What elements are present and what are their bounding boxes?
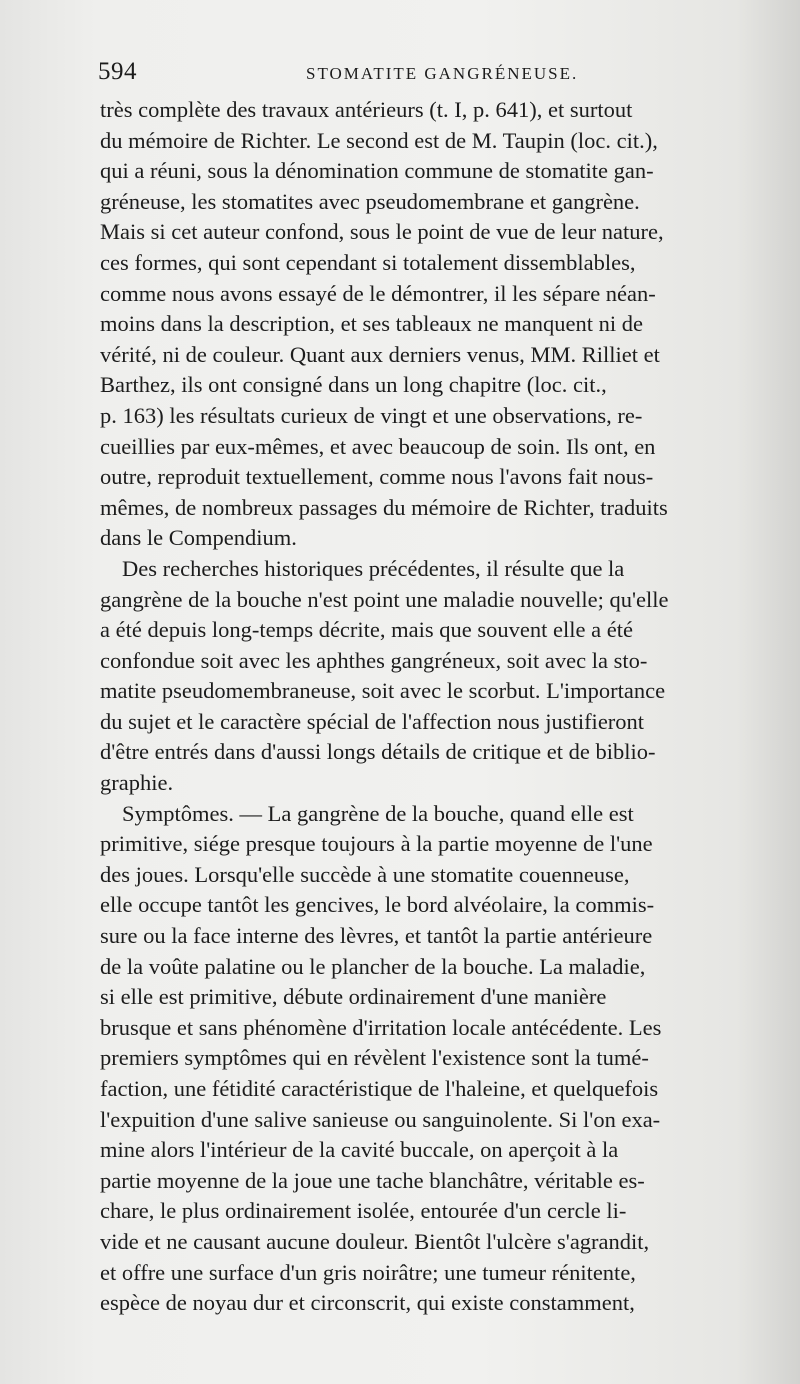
text-line: du sujet et le caractère spécial de l'affection nous justifieront xyxy=(100,708,645,734)
text-line: d'être entrés dans d'aussi longs détails de critique et de biblio- xyxy=(100,739,656,765)
page-header xyxy=(98,58,778,90)
text-line: premiers symptômes qui en révèlent l'existence sont la tumé- xyxy=(100,1045,649,1071)
text-line: matite pseudomembraneuse, soit avec le scorbut. L'importance xyxy=(100,678,666,704)
paragraph-1 xyxy=(100,95,765,554)
text-line: outre, reproduit textuellement, comme nous l'avons fait nous- xyxy=(100,464,654,490)
text-line: et offre une surface d'un gris noirâtre; une tumeur rénitente, xyxy=(100,1259,636,1285)
text-line: dans le Compendium. xyxy=(100,525,297,551)
text-line: du mémoire de Richter. Le second est de M. Taupin (loc. cit.), xyxy=(100,127,658,153)
text-line: Des recherches historiques précédentes, il résulte que la xyxy=(122,555,625,581)
text-line: graphie. xyxy=(100,770,174,796)
text-line: p. 163) les résultats curieux de vingt et une observations, re- xyxy=(100,402,643,428)
text-line: primitive, siége presque toujours à la partie moyenne de l'une xyxy=(100,831,653,857)
text-line: des joues. Lorsqu'elle succède à une stomatite couenneuse, xyxy=(100,861,630,887)
text-line: vérité, ni de couleur. Quant aux derniers venus, MM. Rilliet et xyxy=(100,341,660,367)
text-line: qui a réuni, sous la dénomination commune de stomatite gan- xyxy=(100,158,654,184)
text-line: gangrène de la bouche n'est point une maladie nouvelle; qu'elle xyxy=(100,586,669,612)
text-line: mêmes, de nombreux passages du mémoire de Richter, traduits xyxy=(100,494,668,520)
page-number: 594 xyxy=(98,58,137,85)
text-line: Mais si cet auteur confond, sous le point de vue de leur nature, xyxy=(100,219,664,245)
text-line: mine alors l'intérieur de la cavité buccale, on aperçoit à la xyxy=(100,1137,619,1163)
text-line: espèce de noyau dur et circonscrit, qui existe constamment, xyxy=(100,1290,635,1316)
text-line: Symptômes. — La gangrène de la bouche, quand elle est xyxy=(122,800,634,826)
text-line: brusque et sans phénomène d'irritation locale antécédente. Les xyxy=(100,1014,662,1040)
text-line: confondue soit avec les aphthes gangréneux, soit avec la sto- xyxy=(100,647,648,673)
text-line: très complète des travaux antérieurs (t. I, p. 641), et surtout xyxy=(100,97,633,122)
text-line: gréneuse, les stomatites avec pseudomembrane et gangrène. xyxy=(100,188,640,214)
running-title: STOMATITE GANGRÉNEUSE. xyxy=(306,64,579,83)
text-line: comme nous avons essayé de le démontrer, il les sépare néan- xyxy=(100,280,656,306)
text-line: l'expuition d'une salive sanieuse ou sanguinolente. Si l'on exa- xyxy=(100,1106,661,1132)
text-line: de la voûte palatine ou le plancher de la bouche. La maladie, xyxy=(100,953,646,979)
text-line: faction, une fétidité caractéristique de l'haleine, et quelquefois xyxy=(100,1076,659,1101)
text-line: cueillies par eux-mêmes, et avec beaucoup de soin. Ils ont, en xyxy=(100,433,656,459)
text-line: partie moyenne de la joue une tache blanchâtre, véritable es- xyxy=(100,1167,645,1193)
text-line: a été depuis long-temps décrite, mais que souvent elle a été xyxy=(100,617,633,643)
paragraph-2 xyxy=(100,554,765,799)
text-line: Barthez, ils ont consigné dans un long chapitre (loc. cit., xyxy=(100,372,607,398)
text-line: sure ou la face interne des lèvres, et tantôt la partie antérieure xyxy=(100,923,653,949)
body-text xyxy=(100,95,765,1319)
text-line: moins dans la description, et ses tableaux ne manquent ni de xyxy=(100,311,643,337)
text-line: vide et ne causant aucune douleur. Bientôt l'ulcère s'agrandit, xyxy=(100,1228,650,1254)
text-line: chare, le plus ordinairement isolée, entourée d'un cercle li- xyxy=(100,1198,627,1224)
text-line: si elle est primitive, débute ordinairement d'une manière xyxy=(100,984,607,1010)
paragraph-3 xyxy=(100,799,765,1319)
text-line: elle occupe tantôt les gencives, le bord alvéolaire, la commis- xyxy=(100,892,655,918)
text-line: ces formes, qui sont cependant si totalement dissemblables, xyxy=(100,249,636,275)
